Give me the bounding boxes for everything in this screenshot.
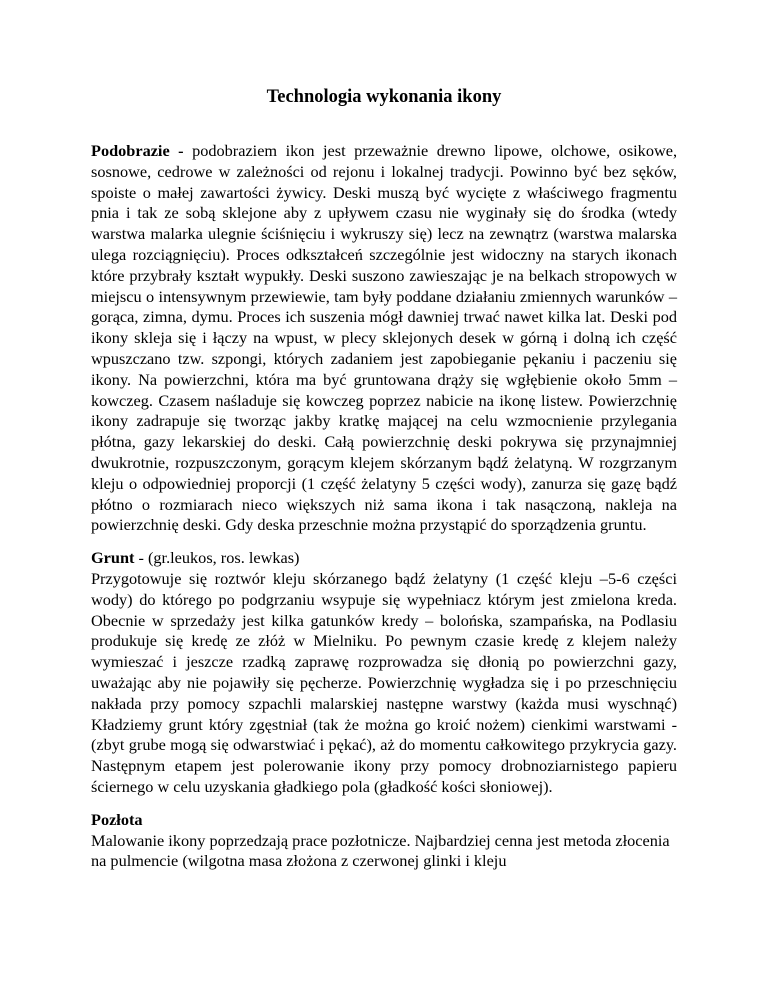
section-subheading-grunt: - (gr.leukos, ros. lewkas)	[134, 548, 300, 568]
section-text-podobrazie: podobraziem ikon jest przeważnie drewno lipowe, olchowe, osikowe, sosnowe, cedrowe w zależności od rejonu i lokalnej tradycji. Powinno być bez sęków, spoiste o małej zawartości żywicy. Deski muszą być wycięte z właściwego fragmentu pnia i tak ze sobą sklejone aby z upływem czasu nie wyginały się do środka (wtedy warstwa malarka ulegnie ściśnięciu i wykruszy się) lecz na zewnątrz (warstwa malarska ulega rozciągnięciu). Proces odkształceń szczególnie jest widoczny na starych ikonach które przybrały kształt wypukły. Deski suszono zawieszając je na belkach stropowych w miejscu o intensywnym przewiewie, tam były poddane działaniu zmiennych warunków – gorąca, zimna, dymu. Proces ich suszenia mógł dawniej trwać nawet kilka lat. Deski pod ikony skleja się i łączy na wpust, w plecy sklejonych desek w górną i dolną ich część wpuszczano tzw. szpongi, których zadaniem jest zapobieganie pękaniu i paczeniu się ikony. Na powierzchni, która ma być gruntowana drąży się wgłębienie około 5mm – kowczeg. Czasem naśladuje się kowczeg poprzez nabicie na ikonę listew. Powierzchnię ikony zadrapuje się tworząc jakby kratkę mającej na celu wzmocnienie przylegania płótna, gazy lekarskiej do deski. Całą powierzchnię deski pokrywa się przynajmniej dwukrotnie, rozpuszczonym, gorącym klejem skórzanym bądź żelatyną. W rozgrzanym kleju o odpowiedniej proporcji (1 część żelatyny 5 części wody), zanurza się gazę bądź płótno o rozmiarach nieco większych niż sama ikona i tak nasączoną, nakleja na powierzchnię deski. Gdy deska przeschnie można przystąpić do sporządzenia gruntu.	[91, 141, 678, 535]
section-grunt	[91, 548, 677, 798]
page-title: Technologia wykonania ikony	[266, 87, 502, 107]
section-heading-grunt: Grunt	[91, 548, 135, 568]
section-podobrazie	[91, 141, 677, 536]
section-heading-pozlota: Pozłota	[91, 809, 143, 829]
section-heading-podobrazie: Podobrazie -	[91, 141, 184, 160]
section-pozlota	[91, 810, 677, 872]
section-text-pozlota: Malowanie ikony poprzedzają prace pozłotnicze. Najbardziej cenna jest metoda złocenia na pulmencie (wilgotna masa złożona z czerwonej glinki i kleju	[91, 830, 670, 871]
document-body	[91, 141, 677, 884]
section-text-grunt: Przygotowuje się roztwór kleju skórzanego bądź żelatyny (1 część kleju –5-6 części wody) do którego po podgrzaniu wsypuje się wypełniacz którym jest zmielona kreda. Obecnie w sprzedaży jest kilka gatunków kredy – bolońska, szampańska, na Podlasiu produkuje się kredę ze złóż w Mielniku. Po pewnym czasie kredę z klejem należy wymieszać i jeszcze rzadką zaprawę rozprowadza się dłonią po powierzchni gazy, uważając aby nie pojawiły się pęcherze. Powierzchnię wygładza się i po przeschnięciu nakłada przy pomocy szpachli malarskiej następne warstwy (każda musi wyschnąć) Kładziemy grunt który zgęstniał (tak że można go kroić nożem) cienkimi warstwami - (zbyt grube mogą się odwarstwiać i pękać), aż do momentu całkowitego przykrycia gazy. Następnym etapem jest polerowanie ikony przy pomocy drobnoziarnistego papieru ściernego w celu uzyskania gładkiego pola (gładkość kości słoniowej).	[91, 568, 677, 796]
